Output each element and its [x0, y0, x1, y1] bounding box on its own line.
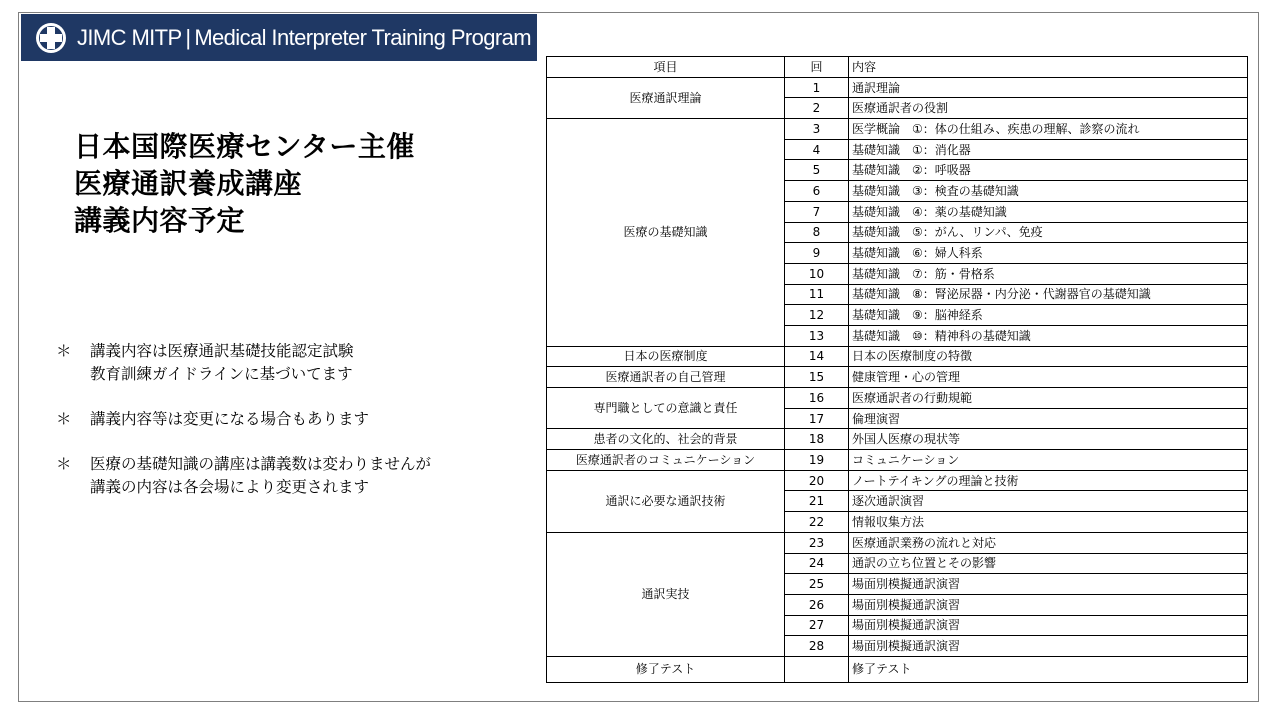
- content-cell: 基礎知識 ⑥：婦人科系: [849, 243, 1248, 264]
- session-number-cell: 12: [785, 305, 849, 326]
- category-cell: 修了テスト: [547, 656, 785, 682]
- title-line: 日本国際医療センター主催: [74, 130, 415, 163]
- session-number-cell: 11: [785, 284, 849, 305]
- session-number-cell: 15: [785, 367, 849, 388]
- header-content: 内容: [849, 57, 1248, 78]
- table-row: [547, 656, 1248, 682]
- header-banner: [21, 14, 537, 61]
- content-cell: 倫理演習: [849, 408, 1248, 429]
- content-cell: 基礎知識 ⑩：精神科の基礎知識: [849, 325, 1248, 346]
- session-number-cell: 13: [785, 325, 849, 346]
- page-title: [74, 128, 415, 239]
- content-cell: 医療通訳者の行動規範: [849, 388, 1248, 409]
- content-cell: 情報収集方法: [849, 512, 1248, 533]
- session-number-cell: 8: [785, 222, 849, 243]
- session-number-cell: 16: [785, 388, 849, 409]
- medical-cross-logo-icon: [35, 22, 67, 54]
- note-bullet: ＊: [56, 410, 72, 428]
- banner-title: JIMC MITP | Medical Interpreter Training Program: [77, 24, 531, 50]
- title-line: 医療通訳養成講座: [74, 167, 303, 200]
- session-number-cell: 17: [785, 408, 849, 429]
- table-row: [547, 388, 1248, 409]
- session-number-cell: 3: [785, 119, 849, 140]
- content-cell: 通訳理論: [849, 77, 1248, 98]
- content-cell: 場面別模擬通訳演習: [849, 594, 1248, 615]
- note-line: 講義内容等は変更になる場合もあります: [90, 410, 370, 428]
- session-number-cell: [785, 656, 849, 682]
- note-item: [56, 340, 526, 386]
- table-row: [547, 119, 1248, 140]
- session-number-cell: 7: [785, 201, 849, 222]
- content-cell: 外国人医療の現状等: [849, 429, 1248, 450]
- note-item: [56, 408, 526, 431]
- content-cell: 場面別模擬通訳演習: [849, 615, 1248, 636]
- category-cell: 医療通訳者のコミュニケーション: [547, 450, 785, 471]
- session-number-cell: 27: [785, 615, 849, 636]
- content-cell: 基礎知識 ④：薬の基礎知識: [849, 201, 1248, 222]
- content-cell: 基礎知識 ③：検査の基礎知識: [849, 181, 1248, 202]
- category-cell: 通訳実技: [547, 532, 785, 656]
- category-cell: 日本の医療制度: [547, 346, 785, 367]
- notes-list: [56, 340, 526, 521]
- title-line: 講義内容予定: [74, 204, 246, 237]
- content-cell: 通訳の立ち位置とその影響: [849, 553, 1248, 574]
- content-cell: ノートテイキングの理論と技術: [849, 470, 1248, 491]
- table-row: [547, 77, 1248, 98]
- session-number-cell: 6: [785, 181, 849, 202]
- category-cell: 医療の基礎知識: [547, 119, 785, 347]
- note-item: [56, 453, 526, 499]
- lecture-schedule-table: [546, 56, 1248, 683]
- table-row: [547, 450, 1248, 471]
- category-cell: 患者の文化的、社会的背景: [547, 429, 785, 450]
- content-cell: 基礎知識 ⑦：筋・骨格系: [849, 263, 1248, 284]
- note-line: 講義の内容は各会場により変更されます: [90, 478, 370, 496]
- table-header-row: [547, 57, 1248, 78]
- session-number-cell: 18: [785, 429, 849, 450]
- content-cell: 医療通訳者の役割: [849, 98, 1248, 119]
- session-number-cell: 23: [785, 532, 849, 553]
- session-number-cell: 10: [785, 263, 849, 284]
- content-cell: 修了テスト: [849, 656, 1248, 682]
- note-line: 医療の基礎知識の講座は講義数は変わりませんが: [90, 455, 432, 473]
- session-number-cell: 14: [785, 346, 849, 367]
- session-number-cell: 24: [785, 553, 849, 574]
- category-cell: 医療通訳者の自己管理: [547, 367, 785, 388]
- session-number-cell: 20: [785, 470, 849, 491]
- session-number-cell: 21: [785, 491, 849, 512]
- session-number-cell: 28: [785, 636, 849, 657]
- session-number-cell: 22: [785, 512, 849, 533]
- table-row: [547, 346, 1248, 367]
- table-row: [547, 429, 1248, 450]
- table-row: [547, 470, 1248, 491]
- category-cell: 医療通訳理論: [547, 77, 785, 118]
- table-row: [547, 367, 1248, 388]
- content-cell: 場面別模擬通訳演習: [849, 574, 1248, 595]
- content-cell: 健康管理・心の管理: [849, 367, 1248, 388]
- note-bullet: ＊: [56, 455, 72, 473]
- session-number-cell: 5: [785, 160, 849, 181]
- content-cell: 基礎知識 ⑧：腎泌尿器・内分泌・代謝器官の基礎知識: [849, 284, 1248, 305]
- session-number-cell: 1: [785, 77, 849, 98]
- session-number-cell: 4: [785, 139, 849, 160]
- content-cell: 医学概論 ①：体の仕組み、疾患の理解、診察の流れ: [849, 119, 1248, 140]
- content-cell: 基礎知識 ②：呼吸器: [849, 160, 1248, 181]
- category-cell: 通訳に必要な通訳技術: [547, 470, 785, 532]
- table-row: [547, 532, 1248, 553]
- content-cell: 場面別模擬通訳演習: [849, 636, 1248, 657]
- content-cell: 基礎知識 ①：消化器: [849, 139, 1248, 160]
- category-cell: 専門職としての意識と責任: [547, 388, 785, 429]
- content-cell: 医療通訳業務の流れと対応: [849, 532, 1248, 553]
- content-cell: 逐次通訳演習: [849, 491, 1248, 512]
- note-bullet: ＊: [56, 342, 72, 360]
- content-cell: 基礎知識 ⑤：がん、リンパ、免疫: [849, 222, 1248, 243]
- session-number-cell: 9: [785, 243, 849, 264]
- content-cell: 日本の医療制度の特徴: [849, 346, 1248, 367]
- session-number-cell: 25: [785, 574, 849, 595]
- note-line: 講義内容は医療通訳基礎技能認定試験: [90, 342, 354, 360]
- session-number-cell: 19: [785, 450, 849, 471]
- header-category: 項目: [547, 57, 785, 78]
- header-session-number: 回: [785, 57, 849, 78]
- content-cell: 基礎知識 ⑨：脳神経系: [849, 305, 1248, 326]
- content-cell: コミュニケーション: [849, 450, 1248, 471]
- note-line: 教育訓練ガイドラインに基づいてます: [90, 365, 353, 383]
- session-number-cell: 26: [785, 594, 849, 615]
- session-number-cell: 2: [785, 98, 849, 119]
